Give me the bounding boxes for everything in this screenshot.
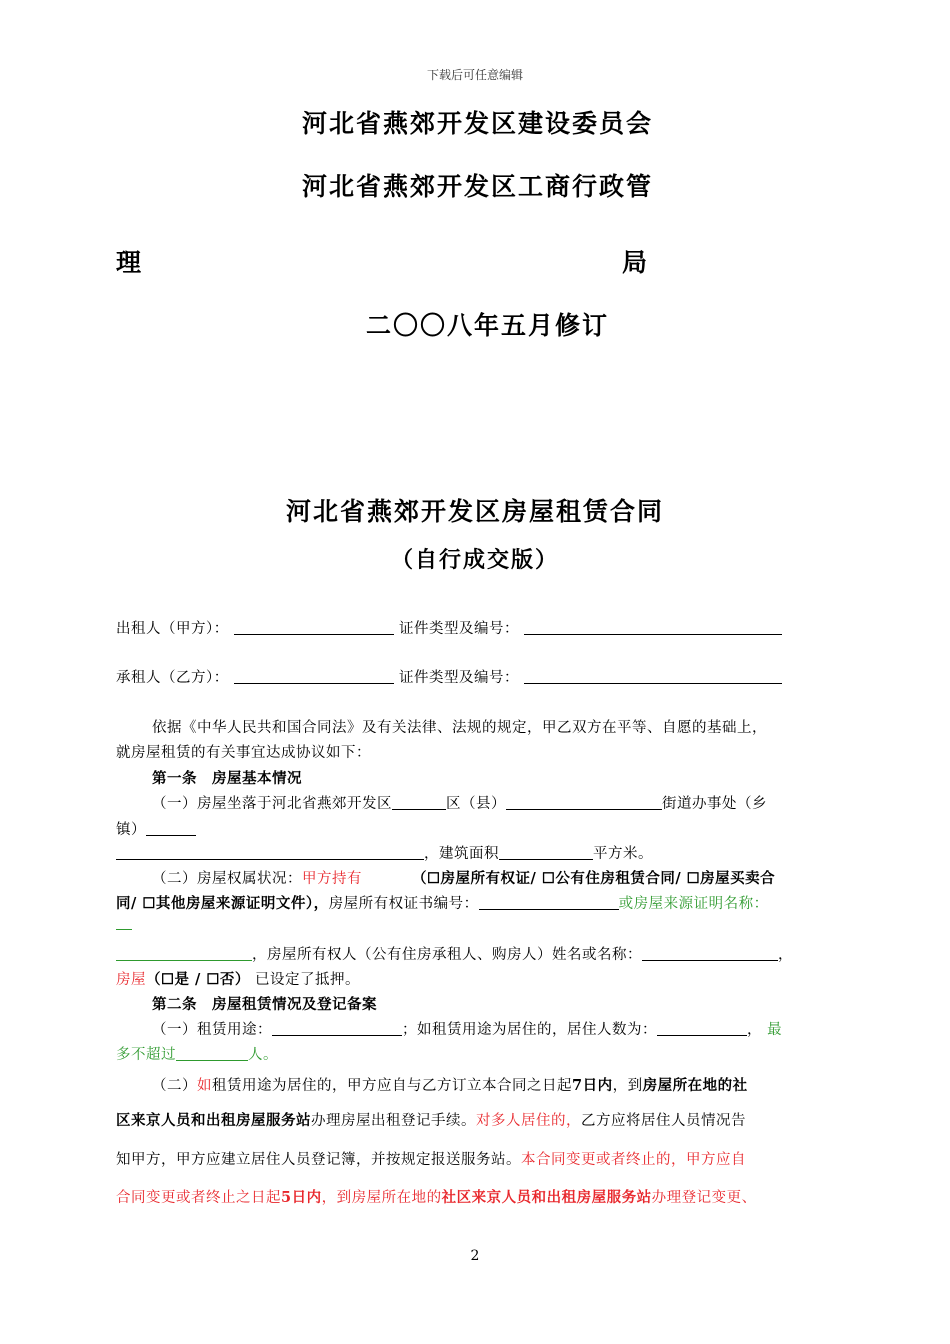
text: 乙方应将居住人员情况告 [581, 1113, 746, 1129]
text: 7日内 [572, 1077, 613, 1094]
a2p1-line-1 [152, 1018, 782, 1039]
a2p2-line-1 [152, 1074, 748, 1095]
certificate-no-field[interactable] [479, 895, 619, 910]
intro-line-1: 依据《中华人民共和国合同法》及有关法律、法规的规定，甲乙双方在平等、自愿的基础上， [152, 720, 767, 736]
a1p2-line-3 [116, 915, 132, 932]
ownership-options: （☐房屋所有权证/ ☐公有住房租赁合同/ ☐房屋买卖合 [412, 870, 776, 887]
a1p2-line-2 [116, 892, 769, 913]
district-field[interactable] [392, 795, 446, 810]
a1p2-line-1-black [412, 867, 775, 888]
source-name-field[interactable] [116, 915, 132, 930]
issuer-line-3-left: 理 [116, 248, 144, 277]
lessor-label: 出租人（甲方）： [116, 621, 229, 637]
text: 镇） [116, 822, 146, 838]
text: ， [778, 947, 793, 963]
a2p1-line-2 [116, 1043, 278, 1064]
lessee-row [116, 666, 782, 687]
a2p2-line-3 [116, 1148, 746, 1169]
a1p2-line-4 [116, 943, 793, 964]
intro-line-2: 就房屋租赁的有关事宜达成协议如下： [116, 745, 371, 761]
lessee-label: 承租人（乙方）： [116, 670, 229, 686]
a1p1-line-1 [152, 792, 767, 813]
header-note: 下载后可任意编辑 [426, 68, 523, 82]
text: 区来京人员和出租房屋服务站 [116, 1112, 311, 1129]
address-field[interactable] [116, 845, 424, 860]
text: 办理登记变更、 [651, 1190, 757, 1206]
article-1-title: 第一条 房屋基本情况 [152, 770, 302, 787]
text: 平方米。 [593, 846, 653, 862]
a1p1-line-2 [116, 818, 196, 839]
text: 房屋 [116, 972, 146, 988]
revision-date: 二〇〇八年五月修订 [366, 311, 610, 340]
a1p2-line-1 [152, 867, 372, 888]
a1p2-line-5 [116, 968, 360, 989]
a2p2-line-2 [116, 1109, 746, 1130]
text: 5日内 [281, 1189, 322, 1206]
text: 租赁用途为居住的，甲方应自与乙方订立本合同之日起 [212, 1078, 572, 1094]
text: 或房屋来源证明名称： [618, 896, 769, 912]
text: 对多人居住的， [476, 1113, 581, 1129]
text: 知甲方，甲方应建立居住人员登记簿，并按规定报送服务站。 [116, 1152, 521, 1168]
text: 社区来京人员和出租房屋服务站 [441, 1189, 652, 1206]
text: ；如租赁用途为居住的，居住人数为： [402, 1022, 657, 1038]
lessor-name-field[interactable] [234, 620, 394, 635]
lessor-row [116, 617, 782, 638]
text: 办理房屋出租登记手续。 [311, 1113, 476, 1129]
owner-name-field[interactable] [642, 946, 778, 961]
text: 房屋所有权证书编号： [328, 896, 479, 912]
text: 合同变更或者终止之日起 [116, 1190, 281, 1206]
lessor-id-label: 证件类型及编号： [398, 621, 519, 637]
a1p1-line-3 [116, 842, 653, 863]
text: ，房屋所有权人（公有住房承租人、购房人）姓名或名称： [252, 947, 642, 963]
text: 本合同变更或者终止的，甲方应自 [521, 1152, 746, 1168]
lessee-id-field[interactable] [524, 669, 782, 684]
lessee-name-field[interactable] [234, 669, 394, 684]
text: 多不超过 [116, 1047, 176, 1063]
max-residents-field[interactable] [176, 1046, 248, 1061]
area-field[interactable] [499, 845, 593, 860]
text: （二）房屋权属状况： [152, 871, 302, 887]
mortgage-options[interactable]: （☐是 / ☐否） [146, 971, 250, 988]
text: 区（县） [446, 796, 506, 812]
text: （一）租赁用途： [152, 1022, 272, 1038]
page-number: 2 [470, 1248, 480, 1264]
text: ， [747, 1022, 762, 1038]
text: （二） [152, 1078, 197, 1094]
text: 人。 [248, 1047, 278, 1063]
street-office-field[interactable] [506, 795, 662, 810]
text: 最 [767, 1022, 783, 1038]
text: 房屋所在地的社 [642, 1077, 748, 1094]
contract-subtitle: （自行成交版） [390, 548, 559, 573]
a2p2-line-4 [116, 1186, 757, 1207]
text: 甲方持有 [302, 871, 362, 887]
text: 街道办事处（乡 [662, 796, 767, 812]
issuer-line-2: 河北省燕郊开发区工商行政管 [302, 172, 654, 201]
township-field[interactable] [146, 821, 196, 836]
residents-field[interactable] [657, 1021, 747, 1036]
source-name-field-2[interactable] [116, 946, 252, 961]
text: 已设定了抵押。 [255, 972, 360, 988]
contract-title: 河北省燕郊开发区房屋租赁合同 [285, 497, 664, 526]
text: 同/ ☐其他房屋来源证明文件）， [116, 895, 329, 912]
issuer-line-3-right: 局 [622, 248, 650, 277]
lessor-id-field[interactable] [524, 620, 782, 635]
purpose-field[interactable] [272, 1021, 402, 1036]
issuer-line-1: 河北省燕郊开发区建设委员会 [302, 109, 654, 138]
text: 如 [197, 1078, 212, 1094]
lessee-id-label: 证件类型及编号： [398, 670, 519, 686]
text: （一）房屋坐落于河北省燕郊开发区 [152, 796, 392, 812]
article-2-title: 第二条 房屋租赁情况及登记备案 [152, 996, 377, 1013]
text: ，建筑面积 [424, 846, 499, 862]
text: ，到房屋所在地的 [321, 1190, 442, 1206]
text: ，到 [612, 1078, 643, 1094]
